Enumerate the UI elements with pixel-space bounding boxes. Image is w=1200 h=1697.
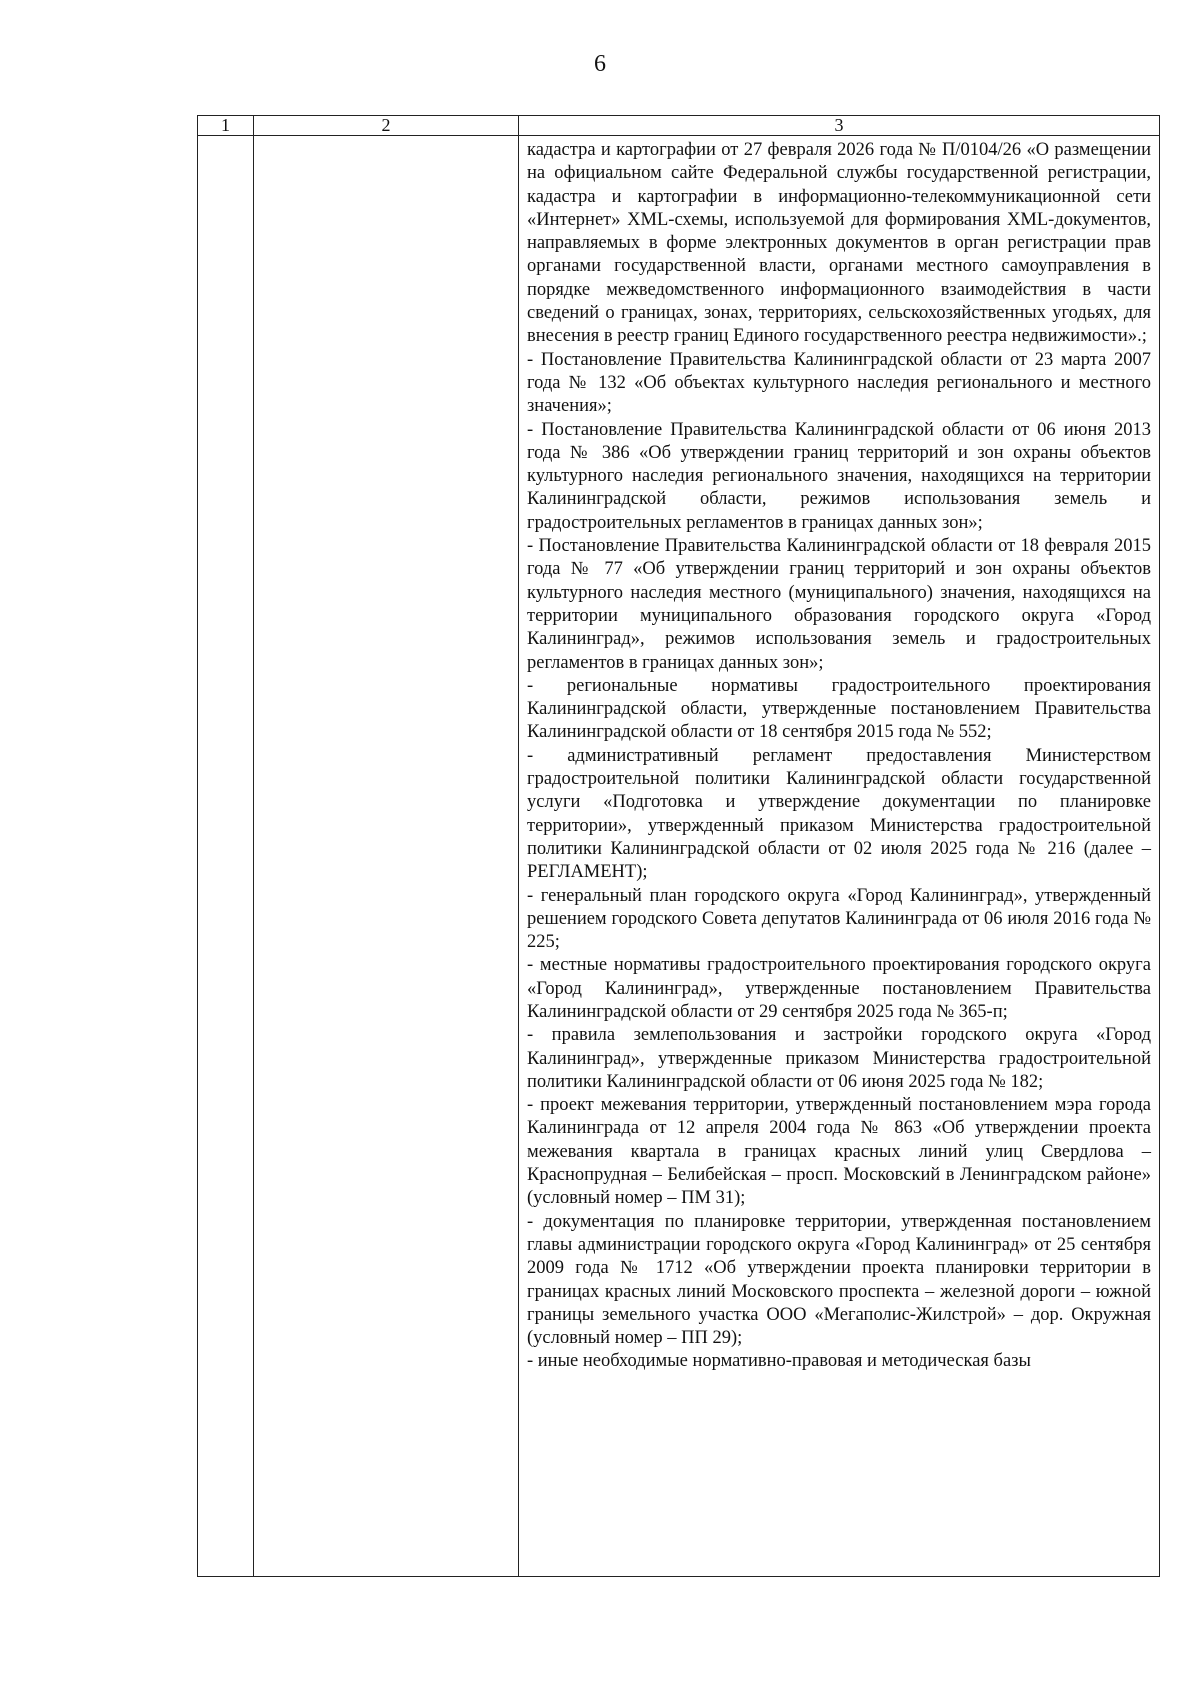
list-item: - Постановление Правительства Калининградской области от 06 июня 2013 года № 386 «Об утверждении границ территорий и зон охраны объектов культурного наследия регионального значения, находящихся на территории Калининградской области, режимов использования земель и градостроительных регламентов в границах данных зон»; xyxy=(527,419,1151,533)
table-row xyxy=(198,136,1160,1577)
list-item: - Постановление Правительства Калининградской области от 18 февраля 2015 года № 77 «Об утверждении границ территорий и зон охраны объектов культурного наследия местного (муниципального) значения, находящихся на территории муниципального образования городского округа «Город Калининград», режимов использования земель и градостроительных регламентов в границах данных зон»; xyxy=(527,536,1151,673)
list-item: - проект межевания территории, утвержденный постановлением мэра города Калининграда от 12 апреля 2004 года № 863 «Об утверждении проекта межевания квартала в границах красных линий улиц Свердлова – Краснопрудная – Белибейская – просп. Московский в Ленинградском районе» (условный номер – ПМ 31); xyxy=(527,1095,1151,1209)
list-item: - генеральный план городского округа «Город Калининград», утвержденный решением городского Совета депутатов Калининграда от 06 июля 2016 года № 225; xyxy=(527,885,1151,953)
page-number: 6 xyxy=(594,51,606,77)
list-item: - региональные нормативы градостроительного проектирования Калининградской области, утвержденные постановлением Правительства Калининградской области от 18 сентября 2015 года № 552; xyxy=(527,675,1151,743)
list-item: - административный регламент предоставления Министерством градостроительной политики Калининградской области государственной услуги «Подготовка и утверждение документации по планировке территории», утвержденный приказом Министерства градостроительной политики Калининградской области от 02 июля 2025 года № 216 (далее – РЕГЛАМЕНТ); xyxy=(527,745,1151,883)
list-item: - Постановление Правительства Калининградской области от 23 марта 2007 года № 132 «Об объектах культурного наследия регионального и местного значения»; xyxy=(527,349,1151,417)
table-header-row xyxy=(198,116,1160,136)
list-item: - документация по планировке территории, утвержденная постановлением главы администрации городского округа «Город Калининград» от 25 сентября 2009 года № 1712 «Об утверждении проекта планировки территории в границах красных линий Московского проспекта – железной дороги – южной границы земельного участка ООО «Мегаполис-Жилстрой» – дор. Окружная (условный номер – ПП 29); xyxy=(527,1211,1151,1349)
table-cell-col3 xyxy=(519,136,1160,1577)
table-cell-col2 xyxy=(254,136,519,1577)
paragraph-rosreestr-order: кадастра и картографии от 27 февраля 2026 года № П/0104/26 «О размещении на официальном сайте Федеральной службы государственной регистрации, кадастра и картографии в информационно-телекоммуникационной сети «Интернет» XML-схемы, используемой для формирования XML-документов, направляемых в форме электронных документов в орган регистрации прав органами государственной власти, органами местного самоуправления в порядке межведомственного информационного взаимодействия в части сведений о границах, зонах, территориях, сельскохозяйственных угодьях, для внесения в реестр границ Единого государственного реестра недвижимости».; xyxy=(527,140,1151,347)
column-header-1: 1 xyxy=(198,116,254,136)
list-item: - иные необходимые нормативно-правовая и методическая базы xyxy=(527,1351,1031,1372)
list-item: - местные нормативы градостроительного проектирования городского округа «Город Калининград», утвержденные постановлением Правительства Калининградской области от 29 сентября 2025 года № 365-п; xyxy=(527,955,1151,1022)
table-cell-col1 xyxy=(198,136,254,1577)
column-header-2: 2 xyxy=(254,116,519,136)
legal-basis-list xyxy=(519,136,1159,1376)
document-table xyxy=(197,115,1160,1577)
list-item: - правила землепользования и застройки городского округа «Город Калининград», утвержденные приказом Министерства градостроительной политики Калининградской области от 06 июня 2025 года № 182; xyxy=(527,1025,1151,1092)
column-header-3: 3 xyxy=(519,116,1160,136)
